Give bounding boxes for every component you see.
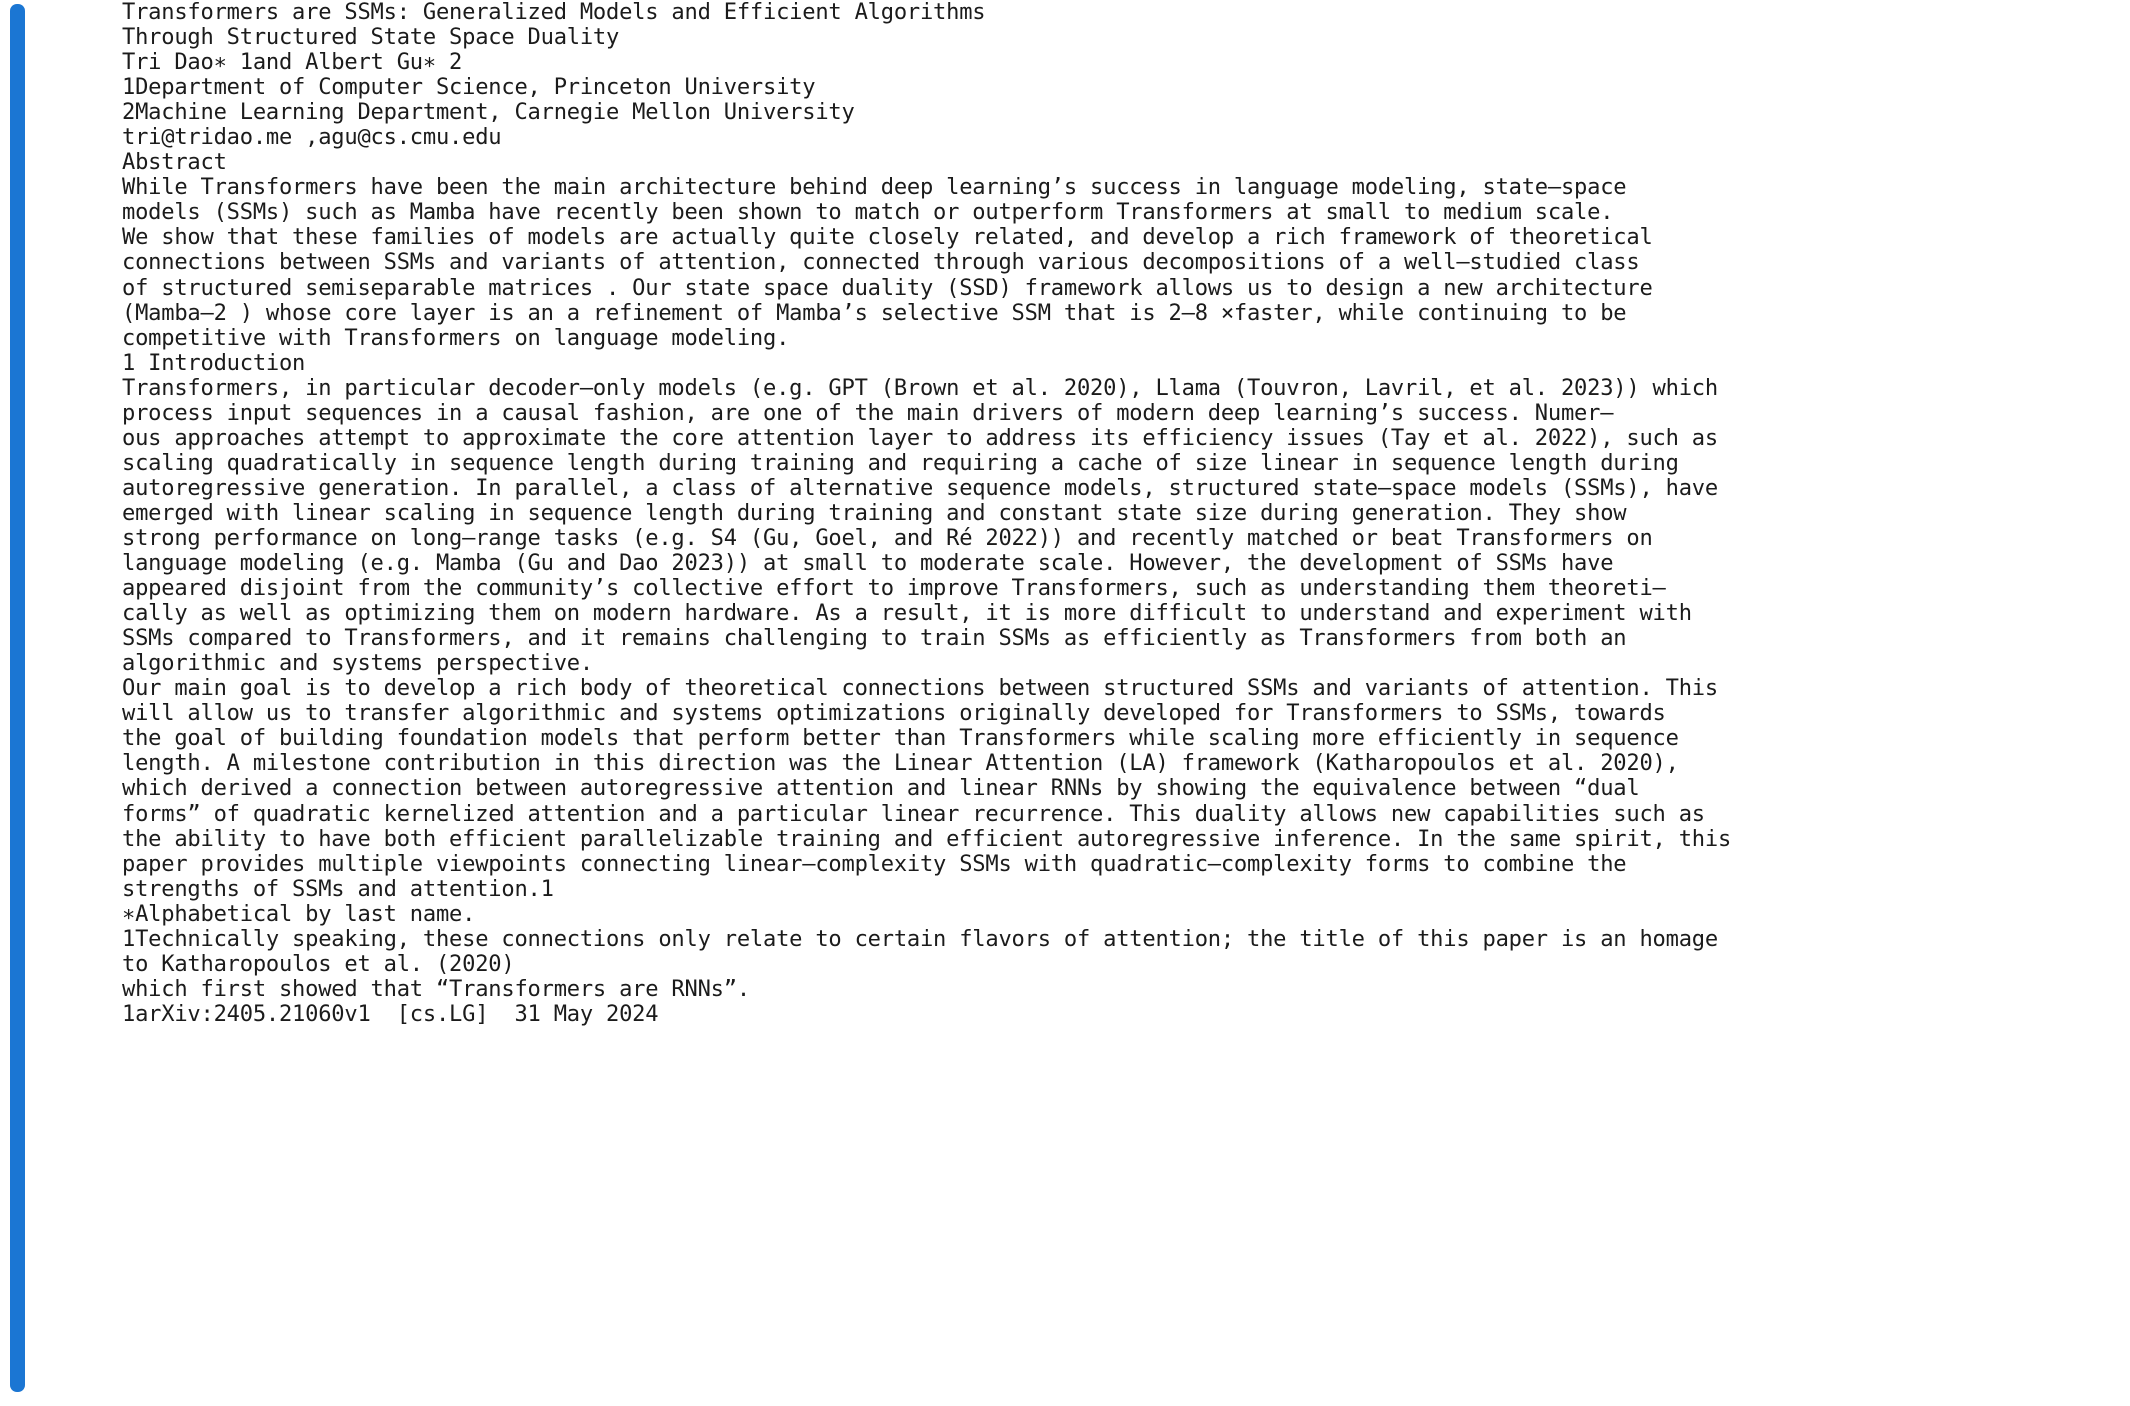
intro-paragraph-line: emerged with linear scaling in sequence length during training and constant state size during generation. They show <box>122 499 1627 526</box>
affiliation-princeton: 1Department of Computer Science, Princeton University <box>122 74 816 101</box>
abstract-line: models (SSMs) such as Mamba have recently been shown to match or outperform Transformers at small to medium scale. <box>122 199 1614 226</box>
intro-paragraph-line: cally as well as optimizing them on modern hardware. As a result, it is more difficult to understand and experiment with <box>122 600 1692 627</box>
abstract-line: connections between SSMs and variants of attention, connected through various decompositions of a well–studied class <box>122 249 1640 276</box>
intro-paragraph-line: scaling quadratically in sequence length during training and requiring a cache of size linear in sequence length during <box>122 449 1679 476</box>
abstract-line: competitive with Transformers on language modeling. <box>122 324 790 351</box>
affiliation-cmu: 2Machine Learning Department, Carnegie Mellon University <box>122 99 855 126</box>
intro-paragraph-line: ous approaches attempt to approximate the core attention layer to address its efficiency issues (Tay et al. 2022), such as <box>122 424 1718 451</box>
intro-paragraph-line: strengths of SSMs and attention.1 <box>122 875 554 902</box>
intro-paragraph-line: process input sequences in a causal fashion, are one of the main drivers of modern deep learning’s success. Numer– <box>122 399 1614 426</box>
abstract-heading: Abstract <box>122 149 227 176</box>
footnote-line: 1Technically speaking, these connections only relate to certain flavors of attention; the title of this paper is an homage <box>122 925 1718 952</box>
intro-paragraph-line: Our main goal is to develop a rich body of theoretical connections between structured SSMs and variants of attention. This <box>122 675 1718 702</box>
intro-paragraph-line: autoregressive generation. In parallel, a class of alternative sequence models, structured state–space models (SSMs), have <box>122 474 1718 501</box>
intro-paragraph-line: Transformers, in particular decoder–only models (e.g. GPT (Brown et al. 2020), Llama (Touvron, Lavril, et al. 2023)) which <box>122 374 1718 401</box>
abstract-line: While Transformers have been the main architecture behind deep learning’s success in language modeling, state–space <box>122 174 1627 201</box>
abstract-line: (Mamba–2 ) whose core layer is an a refinement of Mamba’s selective SSM that is 2–8 ×faster, while continuing to be <box>122 299 1627 326</box>
left-accent-bar <box>10 4 25 1392</box>
intro-paragraph-line: language modeling (e.g. Mamba (Gu and Dao 2023)) at small to moderate scale. However, the development of SSMs have <box>122 550 1614 577</box>
intro-paragraph-line: length. A milestone contribution in this direction was the Linear Attention (LA) framework (Katharopoulos et al. 2020), <box>122 750 1679 777</box>
intro-paragraph-line: SSMs compared to Transformers, and it remains challenging to train SSMs as efficiently as Transformers from both an <box>122 625 1627 652</box>
intro-paragraph-line: which derived a connection between autoregressive attention and linear RNNs by showing the equivalence between “dual <box>122 775 1640 802</box>
intro-paragraph-line: will allow us to transfer algorithmic and systems optimizations originally developed for Transformers to SSMs, towards <box>122 700 1666 727</box>
intro-paragraph-line: forms” of quadratic kernelized attention and a particular linear recurrence. This duality allows new capabilities such as <box>122 800 1705 827</box>
intro-paragraph-line: algorithmic and systems perspective. <box>122 650 593 677</box>
paper-title-line-1: Transformers are SSMs: Generalized Models and Efficient Algorithms <box>122 0 986 25</box>
intro-paragraph-line: strong performance on long–range tasks (e.g. S4 (Gu, Goel, and Ré 2022)) and recently matched or beat Transformers on <box>122 524 1653 551</box>
intro-paragraph-line: paper provides multiple viewpoints connecting linear–complexity SSMs with quadratic–complexity forms to combine the <box>122 850 1627 877</box>
author-emails: tri@tridao.me ,agu@cs.cmu.edu <box>122 124 502 151</box>
footnote-line: to Katharopoulos et al. (2020) <box>122 950 515 977</box>
arxiv-stamp: 1arXiv:2405.21060v1 [cs.LG] 31 May 2024 <box>122 1000 659 1027</box>
section-heading-introduction: 1 Introduction <box>122 349 306 376</box>
paper-authors: Tri Dao∗ 1and Albert Gu∗ 2 <box>122 49 463 76</box>
document-text-column <box>122 0 2122 1027</box>
footnote-line: which first showed that “Transformers are RNNs”. <box>122 975 750 1002</box>
intro-paragraph-line: the goal of building foundation models that perform better than Transformers while scaling more efficiently in sequence <box>122 725 1679 752</box>
abstract-line: of structured semiseparable matrices . Our state space duality (SSD) framework allows us to design a new architecture <box>122 274 1653 301</box>
abstract-line: We show that these families of models are actually quite closely related, and develop a rich framework of theoretical <box>122 224 1653 251</box>
paper-title-line-2: Through Structured State Space Duality <box>122 24 620 51</box>
footnote-asterisk: ∗Alphabetical by last name. <box>122 900 476 927</box>
intro-paragraph-line: the ability to have both efficient parallelizable training and efficient autoregressive inference. In the same spirit, this <box>122 825 1732 852</box>
intro-paragraph-line: appeared disjoint from the community’s collective effort to improve Transformers, such as understanding them theoreti– <box>122 575 1666 602</box>
